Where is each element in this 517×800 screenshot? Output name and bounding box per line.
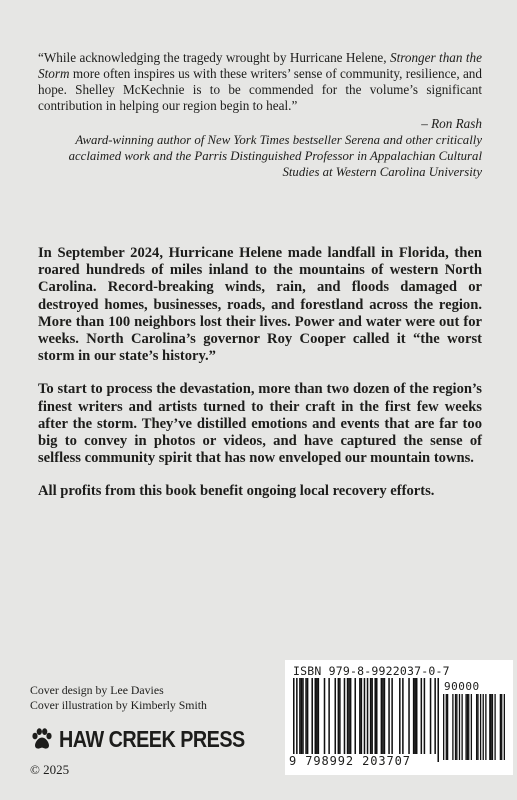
quote-lead-text: “While acknowledging the tragedy wrought by Hurricane Helene, — [38, 50, 390, 65]
addon-barcode-bar — [501, 694, 502, 760]
description-paragraph-1: In September 2024, Hurricane Helene made landfall in Florida, then roared hundreds of miles inland to the mountains of western North Carolina. Record-breaking winds, rain, and floods damaged or destroyed homes, businesses, roads, and forestland across the region. More than 100 neighbors lost their lives. Power and water were out for weeks. North Carolina’s governor Roy Cooper called it “the worst storm in our state’s history.” — [38, 245, 482, 365]
barcode-bar — [408, 678, 410, 754]
barcode-bar — [354, 678, 356, 754]
description-paragraph-3: All profits from this book benefit ongoing local recovery efforts. — [38, 483, 435, 500]
barcode-bar — [437, 678, 439, 762]
price-addon-barcode-bars — [443, 694, 505, 760]
barcode-bar — [371, 678, 373, 754]
barcode-bar — [334, 678, 336, 754]
addon-barcode-bar — [468, 694, 469, 760]
addon-barcode-bar — [467, 694, 468, 760]
barcode-bar — [430, 678, 432, 754]
barcode-bar — [361, 678, 363, 754]
addon-barcode-bar — [452, 694, 453, 760]
barcode-bar — [302, 678, 304, 754]
addon-barcode-bar — [476, 694, 477, 760]
barcode-bar — [301, 678, 303, 754]
barcode-bar — [424, 678, 426, 754]
barcode-bar — [434, 678, 436, 762]
addon-barcode-bar — [446, 694, 447, 760]
barcode-bar — [305, 678, 307, 754]
ean13-barcode-bars — [293, 678, 439, 762]
barcode-bar — [381, 678, 383, 754]
addon-barcode-bar — [447, 694, 448, 760]
barcode-bar — [384, 678, 386, 754]
barcode-bar — [413, 678, 415, 754]
barcode-bar — [364, 678, 366, 762]
addon-barcode-bar — [490, 694, 491, 760]
barcode-bar — [374, 678, 376, 754]
addon-barcode-bar — [443, 694, 444, 760]
barcode-bar — [350, 678, 352, 754]
barcode-bar — [324, 678, 326, 754]
cover-design-credit: Cover design by Lee Davies — [30, 683, 164, 697]
addon-barcode-bar — [465, 694, 466, 760]
barcode-bar — [315, 678, 317, 754]
barcode-bar — [402, 678, 404, 754]
isbn-label: ISBN 979-8-9922037-0-7 — [293, 664, 450, 678]
barcode-bar — [391, 678, 393, 754]
cover-credits — [30, 683, 270, 713]
barcode-bar — [421, 678, 423, 754]
barcode-bar — [367, 678, 369, 762]
barcode-bar — [348, 678, 350, 754]
barcode-bar — [328, 678, 330, 754]
endorsement-attribution: – Ron Rash — [421, 116, 482, 131]
addon-barcode-bar — [483, 694, 484, 760]
quote-book-title: Stronger than the Storm — [38, 50, 482, 81]
barcode-bar — [339, 678, 341, 754]
barcode-bar — [347, 678, 349, 754]
barcode-bar — [318, 678, 320, 754]
barcode-bar — [370, 678, 372, 754]
barcode-bar — [382, 678, 384, 754]
addon-barcode-bar — [459, 694, 460, 760]
barcode-bar — [293, 678, 295, 762]
addon-barcode-bar — [480, 694, 481, 760]
endorser-credentials: Award-winning author of New York Times bestseller Serena and other critically acclaimed work and the Parris Distinguished Professor in Appalachian Cultural Studies at Western Carolina University — [68, 133, 482, 179]
barcode-bar — [338, 678, 340, 754]
addon-barcode-bar — [456, 694, 457, 760]
addon-barcode-bar — [461, 694, 462, 760]
barcode-digits: 9 798992 203707 — [287, 754, 437, 768]
barcode-bar — [311, 678, 313, 754]
publisher-name: HAW CREEK PRESS — [59, 725, 245, 752]
barcode-bar — [307, 678, 309, 754]
isbn-barcode — [285, 660, 513, 775]
barcode-bar — [416, 678, 418, 754]
endorsement-blurb — [38, 50, 482, 180]
addon-barcode-bar — [471, 694, 472, 760]
addon-barcode-bar — [455, 694, 456, 760]
quote-rest-text: more often inspires us with these writers’ sense of community, resilience, and hope. Shelley McKechnie is to be commended for the volume’s significant contribution in helping our region begin to heal.” — [38, 66, 482, 113]
barcode-bar — [388, 678, 390, 754]
addon-barcode-bar — [492, 694, 493, 760]
barcode-bar — [344, 678, 346, 754]
addon-barcode-bar — [485, 694, 486, 760]
description-paragraph-2: To start to process the devastation, more than two dozen of the region’s finest writers and artists turned to their craft in the first few weeks after the storm. They’ve distilled emotions and events that are far too big to convey in photos or videos, and have captured the sense of selfless community spirit that has now enveloped our mountain towns. — [38, 381, 482, 467]
addon-barcode-bar — [500, 694, 501, 760]
barcode-bar — [414, 678, 416, 754]
barcode-bar — [359, 678, 361, 754]
publisher-logo — [30, 725, 275, 753]
book-description — [38, 245, 482, 517]
addon-barcode-bar — [504, 694, 505, 760]
barcode-bar — [316, 678, 318, 754]
barcode-bar — [299, 678, 301, 754]
barcode-bar — [399, 678, 401, 754]
addon-barcode-bar — [489, 694, 490, 760]
price-code: 90000 — [444, 680, 480, 693]
addon-barcode-bar — [494, 694, 495, 760]
cover-illustration-credit: Cover illustration by Kimberly Smith — [30, 698, 207, 712]
copyright-notice: © 2025 — [30, 762, 70, 777]
paw-print-icon — [30, 727, 54, 751]
barcode-bar — [296, 678, 298, 762]
endorsement-quote — [38, 50, 482, 114]
barcode-bar — [376, 678, 378, 754]
addon-barcode-bar — [477, 694, 478, 760]
